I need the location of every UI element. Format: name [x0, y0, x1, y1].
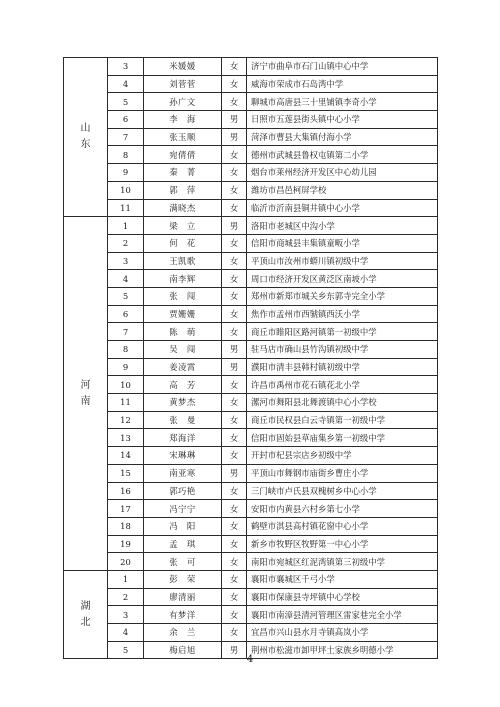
name-cell: 郑海洋	[144, 429, 222, 447]
gender-cell: 女	[222, 429, 247, 447]
table-row	[64, 58, 438, 76]
number-cell: 3	[108, 252, 144, 270]
school-cell: 聊城市高唐县三十里铺镇李奇小学	[247, 93, 438, 111]
school-cell: 鹤壁市淇县高村镇花窗中心小学	[247, 517, 438, 535]
name-cell: 黄梦杰	[144, 394, 222, 412]
school-cell: 郑州市新郑市城关乡东郭寺完全小学	[247, 287, 438, 305]
name-cell: 彭 荣	[144, 570, 222, 588]
number-cell: 10	[108, 181, 144, 199]
table-row	[64, 217, 438, 235]
name-cell: 南亚寒	[144, 464, 222, 482]
number-cell: 1	[108, 570, 144, 588]
number-cell: 6	[108, 305, 144, 323]
table-row	[64, 270, 438, 288]
school-cell: 濮阳市清丰县韩村镇初级中学	[247, 358, 438, 376]
number-cell: 5	[108, 93, 144, 111]
gender-cell: 女	[222, 234, 247, 252]
school-cell: 信阳市商城县丰集镇童畈小学	[247, 234, 438, 252]
number-cell: 7	[108, 323, 144, 341]
table-row	[64, 447, 438, 465]
gender-cell: 女	[222, 624, 247, 642]
gender-cell: 女	[222, 376, 247, 394]
name-cell: 高 芳	[144, 376, 222, 394]
table-row	[64, 500, 438, 518]
number-cell: 2	[108, 234, 144, 252]
school-cell: 济宁市曲阜市石门山镇中心中学	[247, 58, 438, 76]
number-cell: 10	[108, 376, 144, 394]
name-cell: 宛倩倩	[144, 146, 222, 164]
gender-cell: 男	[222, 341, 247, 359]
number-cell: 6	[108, 111, 144, 129]
table-row	[64, 411, 438, 429]
school-cell: 临沂市沂南县铜井镇中心小学	[247, 199, 438, 217]
table-row	[64, 252, 438, 270]
roster-table	[63, 57, 438, 659]
school-cell: 驻马店市确山县竹沟镇初级中学	[247, 341, 438, 359]
name-cell: 张 可	[144, 553, 222, 571]
name-cell: 梅启旭	[144, 641, 222, 659]
school-cell: 威海市荣成市石岛湾中学	[247, 75, 438, 93]
gender-cell: 女	[222, 517, 247, 535]
number-cell: 3	[108, 58, 144, 76]
table-row	[64, 358, 438, 376]
gender-cell: 女	[222, 447, 247, 465]
gender-cell: 女	[222, 93, 247, 111]
table-row	[64, 535, 438, 553]
table-row	[64, 376, 438, 394]
table-row	[64, 199, 438, 217]
name-cell: 张 闯	[144, 287, 222, 305]
number-cell: 9	[108, 164, 144, 182]
table-row	[64, 75, 438, 93]
number-cell: 5	[108, 641, 144, 659]
name-cell: 梁 立	[144, 217, 222, 235]
number-cell: 7	[108, 128, 144, 146]
name-cell: 有梦洋	[144, 606, 222, 624]
name-cell: 廖清丽	[144, 588, 222, 606]
number-cell: 4	[108, 270, 144, 288]
gender-cell: 女	[222, 164, 247, 182]
school-cell: 襄阳市南漳县清河管理区雷家巷完全小学	[247, 606, 438, 624]
name-cell: 刘菅菅	[144, 75, 222, 93]
table-row	[64, 624, 438, 642]
gender-cell: 女	[222, 323, 247, 341]
table-row	[64, 181, 438, 199]
school-cell: 襄阳市保康县寺坪镇中心学校	[247, 588, 438, 606]
name-cell: 孙广文	[144, 93, 222, 111]
name-cell: 张玉顺	[144, 128, 222, 146]
province-cell: 山 东	[64, 58, 108, 217]
name-cell: 孟 琪	[144, 535, 222, 553]
gender-cell: 男	[222, 641, 247, 659]
page-number: 4	[246, 654, 254, 665]
number-cell: 3	[108, 606, 144, 624]
name-cell: 姜凌霄	[144, 358, 222, 376]
gender-cell: 男	[222, 358, 247, 376]
gender-cell: 女	[222, 553, 247, 571]
gender-cell: 男	[222, 128, 247, 146]
table-row	[64, 93, 438, 111]
gender-cell: 女	[222, 500, 247, 518]
name-cell: 宋琳琳	[144, 447, 222, 465]
name-cell: 郭 萍	[144, 181, 222, 199]
number-cell: 19	[108, 535, 144, 553]
gender-cell: 女	[222, 58, 247, 76]
number-cell: 1	[108, 217, 144, 235]
number-cell: 2	[108, 588, 144, 606]
school-cell: 信阳市固始县草庙集乡第一初级中学	[247, 429, 438, 447]
school-cell: 菏泽市曹县大集镇付海小学	[247, 128, 438, 146]
school-cell: 商丘市民权县白云寺镇第一初级中学	[247, 411, 438, 429]
school-cell: 安阳市内黄县六村乡第七小学	[247, 500, 438, 518]
table-row	[64, 570, 438, 588]
number-cell: 11	[108, 394, 144, 412]
table-row	[64, 287, 438, 305]
table-row	[64, 341, 438, 359]
table-row	[64, 394, 438, 412]
name-cell: 秦 菁	[144, 164, 222, 182]
school-cell: 南阳市宛城区红泥湾镇第三初级中学	[247, 553, 438, 571]
province-cell: 河 南	[64, 217, 108, 571]
table-row	[64, 234, 438, 252]
table-row	[64, 429, 438, 447]
number-cell: 17	[108, 500, 144, 518]
gender-cell: 女	[222, 482, 247, 500]
gender-cell: 女	[222, 535, 247, 553]
name-cell: 张 曼	[144, 411, 222, 429]
province-cell: 湖 北	[64, 570, 108, 658]
school-cell: 周口市经济开发区黄泛区南坡小学	[247, 270, 438, 288]
table-row	[64, 164, 438, 182]
number-cell: 8	[108, 341, 144, 359]
name-cell: 米媛媛	[144, 58, 222, 76]
number-cell: 11	[108, 199, 144, 217]
number-cell: 4	[108, 75, 144, 93]
gender-cell: 女	[222, 305, 247, 323]
gender-cell: 女	[222, 181, 247, 199]
gender-cell: 男	[222, 464, 247, 482]
number-cell: 13	[108, 429, 144, 447]
gender-cell: 男	[222, 217, 247, 235]
number-cell: 8	[108, 146, 144, 164]
number-cell: 5	[108, 287, 144, 305]
name-cell: 满晓杰	[144, 199, 222, 217]
school-cell: 新乡市牧野区牧野第一中心小学	[247, 535, 438, 553]
gender-cell: 女	[222, 287, 247, 305]
table-row	[64, 128, 438, 146]
gender-cell: 女	[222, 411, 247, 429]
name-cell: 陈 萌	[144, 323, 222, 341]
table-row	[64, 482, 438, 500]
name-cell: 郭巧艳	[144, 482, 222, 500]
number-cell: 9	[108, 358, 144, 376]
gender-cell: 女	[222, 252, 247, 270]
roster-table-body	[64, 58, 438, 659]
table-row	[64, 146, 438, 164]
table-row	[64, 323, 438, 341]
table-row	[64, 517, 438, 535]
table-row	[64, 606, 438, 624]
table-row	[64, 464, 438, 482]
table-row	[64, 305, 438, 323]
school-cell: 襄阳市襄城区千弓小学	[247, 570, 438, 588]
gender-cell: 女	[222, 75, 247, 93]
table-row	[64, 553, 438, 571]
gender-cell: 女	[222, 606, 247, 624]
school-cell: 焦作市孟州市西虢镇西沃小学	[247, 305, 438, 323]
gender-cell: 女	[222, 199, 247, 217]
school-cell: 三门峡市卢氏县双槐树乡中心小学	[247, 482, 438, 500]
school-cell: 宜昌市兴山县水月寺镇高岚小学	[247, 624, 438, 642]
number-cell: 15	[108, 464, 144, 482]
school-cell: 洛阳市老城区中沟小学	[247, 217, 438, 235]
number-cell: 16	[108, 482, 144, 500]
name-cell: 冯 阳	[144, 517, 222, 535]
table-row	[64, 588, 438, 606]
school-cell: 烟台市莱州经济开发区中心幼儿园	[247, 164, 438, 182]
school-cell: 德州市武城县鲁权屯镇第二小学	[247, 146, 438, 164]
name-cell: 王凯歌	[144, 252, 222, 270]
school-cell: 平顶山市舞钢市庙街乡曹庄小学	[247, 464, 438, 482]
school-cell: 开封市杞县宗店乡初级中学	[247, 447, 438, 465]
school-cell: 荆州市松滋市卸甲坪土家族乡明德小学	[247, 641, 438, 659]
number-cell: 12	[108, 411, 144, 429]
number-cell: 20	[108, 553, 144, 571]
school-cell: 日照市五莲县街头镇中心小学	[247, 111, 438, 129]
name-cell: 南李辉	[144, 270, 222, 288]
gender-cell: 女	[222, 570, 247, 588]
number-cell: 14	[108, 447, 144, 465]
name-cell: 余 兰	[144, 624, 222, 642]
school-cell: 潍坊市昌邑柯屏学校	[247, 181, 438, 199]
school-cell: 平顶山市汝州市蟒川镇初级中学	[247, 252, 438, 270]
number-cell: 4	[108, 624, 144, 642]
school-cell: 许昌市禹州市花石镇花北小学	[247, 376, 438, 394]
number-cell: 18	[108, 517, 144, 535]
gender-cell: 女	[222, 394, 247, 412]
table-row	[64, 111, 438, 129]
school-cell: 漯河市舞阳县北舞渡镇中心小学校	[247, 394, 438, 412]
name-cell: 贾姗姗	[144, 305, 222, 323]
school-cell: 商丘市睢阳区路河镇第一初级中学	[247, 323, 438, 341]
name-cell: 李 海	[144, 111, 222, 129]
name-cell: 冯宁宁	[144, 500, 222, 518]
gender-cell: 女	[222, 146, 247, 164]
name-cell: 吴 闯	[144, 341, 222, 359]
gender-cell: 女	[222, 588, 247, 606]
gender-cell: 女	[222, 270, 247, 288]
name-cell: 何 花	[144, 234, 222, 252]
gender-cell: 男	[222, 111, 247, 129]
